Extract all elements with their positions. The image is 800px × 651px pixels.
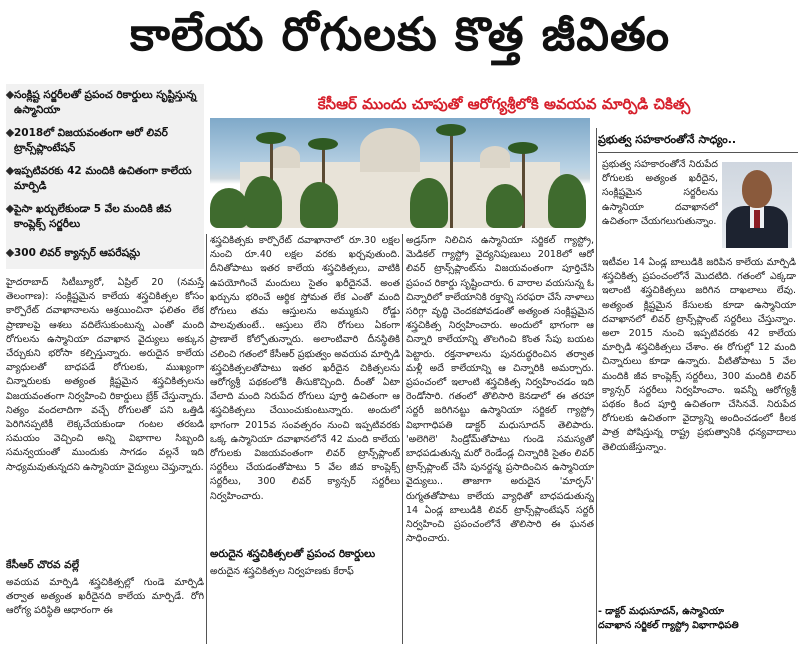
article-column-1-cont (6, 576, 204, 646)
doctor-portrait (722, 162, 792, 248)
column-divider (402, 234, 403, 644)
palm-frond (308, 138, 338, 150)
article-text: అడ్రస్‌గా నిలిచిన ఉస్మానియా సర్జికల్ గ్యాస్ట్రో, మెడికల్ గ్యాస్ట్రో వైద్యనిపుణులు 2018లో ఆరో లివర్ ట్రాన్స్‌ప్లాంట్‌ను విజయవంతంగా పూర్తిచేసి ప్రపంచ రికార్డు సృష్టించారు. 6 వారాల వయసున్న ఓ చిన్నారిలో కాలేయానికి రక్తాన్ని సరఫరా చేసే నాళాలు సరిగ్గా వృద్ధి చెందకపోవడంతో అత్యంత సంక్లిష్టమైన శస్త్రచికిత్స నిర్వహించారు. అందులో భాగంగా ఆ చిన్నారి కాలేయాన్ని తొలగించి కొంత సేపు బయట పెట్టారు. రక్తనాళాలను పునరుద్ధరించిన తర్వాత మళ్లీ అదే కాలేయాన్ని ఆ చిన్నారికి అమర్చారు. ప్రపంచంలో ఇలాంటి శస్త్రచికిత్స నిర్వహించడం ఇది రెండోసారి. గతంలో తొలిసారి కెనడాలో ఈ తరహా సర్జరీ జరిగినట్టు ఉస్మానియా సర్జికల్ గ్యాస్ట్రో విభాగాధిపతి డాక్టర్ మధుసూదన్ తెలిపారు. 'అలెగిలె' సిండ్రోమ్‌తోపాటు గుండె సమస్యతో బాధపడుతున్న మరో రెండేండ్ల చిన్నారికి సైతం లివర్ ట్రాన్స్‌ప్లాంట్ చేసి పునర్జన్మ ప్రసాదించిన ఉస్మానియా వైద్యులు.. తాజాగా అరుదైన 'మార్ఫస్' రుగ్మతతోపాటు కాలేయ వ్యాధితో బాధపడుతున్న 14 ఏండ్ల బాలుడికి లివర్ ట్రాన్స్‌ప్లాంటేషన్ సర్జరీ నిర్వహించి ప్రపంచంలోనే తొలిసారి ఈ ఘనత సాధించారు. (406, 235, 594, 545)
bullet-icon (6, 249, 14, 257)
tree-shape (210, 188, 248, 228)
highlight-item: 300 లివర్ క్యాన్సర్ ఆపరేషన్లు (14, 246, 200, 261)
article-column-1 (6, 276, 204, 552)
column-subhead: అరుదైన శస్త్రచికిత్సలతో ప్రపంచ రికార్డులు (210, 548, 376, 560)
tree-shape (548, 174, 586, 228)
tree-shape (410, 178, 448, 228)
bullet-icon (6, 129, 14, 137)
quote-text: ప్రభుత్వ సహకారంతోనే నిరుపేద రోగులకు అత్యంత ఖరీదైన, సంక్లిష్టమైన సర్జరీలను ఉస్మానియా దవాఖానలో ఉచితంగా చేయగలుగుతున్నాం. (602, 159, 718, 227)
highlight-item: సంక్లిష్ట సర్జరీలతో ప్రపంచ రికార్డులు సృష్టిస్తున్న ఉస్మానియా (14, 88, 200, 118)
subheadline: కేసీఆర్ ముందు చూపుతో ఆరోగ్యశ్రీలోకి అవయవ మార్పిడి చికిత్స (317, 95, 691, 113)
tree-shape (244, 176, 282, 228)
palm-frond (436, 124, 466, 136)
highlight-item: ఇప్పటివరకు 42 మందికి ఉచితంగా కాలేయ మార్పిడి (14, 164, 200, 194)
highlights-box (6, 84, 204, 269)
signature-line: - డాక్టర్ మధుసూదన్, ఉస్మానియా (598, 606, 724, 617)
signature-line: దవాఖాన సర్జికల్ గ్యాస్ట్రో విభాగాధిపతి (598, 620, 739, 631)
column-subhead: కేసీఆర్ చొరవ వల్లే (6, 559, 80, 571)
column-divider (206, 234, 207, 644)
dome-shape (480, 146, 510, 168)
hospital-photo (210, 118, 590, 228)
tree-shape (300, 182, 338, 228)
column-divider (596, 128, 597, 644)
article-column-2-cont (210, 565, 400, 645)
article-column-3 (406, 234, 594, 644)
bullet-icon (6, 91, 14, 99)
palm-frond (256, 132, 286, 144)
article-text: అవయవ మార్పిడి శస్త్రచికిత్సల్లో గుండె మార్పిడి తర్వాత అత్యంత ఖరీదైనది కాలేయ మార్పిడే. రోగి ఆరోగ్య పరిస్థితి ఆధారంగా ఈ (6, 577, 204, 617)
quote-text-wide (602, 256, 796, 602)
quote-heading: ప్రభుత్వ సహకారంతోనే సాధ్యం.. (598, 133, 737, 146)
highlight-item: 2018లో విజయవంతంగా ఆరో లివర్ ట్రాన్స్‌ప్లాంటేషన్ (14, 126, 200, 156)
headline: కాలేయ రోగులకు కొత్త జీవితం (129, 7, 671, 61)
dome-shape (360, 128, 420, 172)
tie-shape (754, 210, 760, 228)
dome-shape (270, 146, 300, 168)
article-text: అరుదైన శస్త్రచికిత్సల నిర్వహణకు కేరాఫ్ (210, 566, 354, 577)
heading-divider (598, 152, 798, 153)
palm-frond (508, 142, 538, 154)
article-column-2 (210, 234, 400, 542)
article-text: శస్త్రచికిత్సకు కార్పొరేట్ దవాఖానాలో రూ.30 లక్షల నుంచి రూ.40 లక్షల వరకు ఖర్చవుతుంది. దీనితోపాటు ఇతర కాలేయ శస్త్రచికిత్సలు, వాటికి ఉపయోగించే మందులు సైతం ఖరీదైనవే. అంత ఖర్చును భరించే ఆర్థిక స్తోమత లేక ఎంతో మంది రోగులు తమ ఆస్తులను అమ్ముకుని రోడ్డు పాలవుతుంటే.. ఆస్తులు లేని రోగులు ఏకంగా ప్రాణాలే కోల్పోతున్నారు. అలాంటివారి దీనస్థితికి చలించి గతంలో కేసీఆర్ ప్రభుత్వం అవయవ మార్పిడి శస్త్రచికిత్సలతోపాటు ఇతర ఖరీదైన చికిత్సలను ఆరోగ్యశ్రీ పథకంలోకి తీసుకొచ్చింది. దీంతో ఏటా వేలాది మంది నిరుపేద రోగులు పూర్తి ఉచితంగా ఆ శస్త్రచికిత్సలు చేయించుకుంటున్నారు. అందులో భాగంగా 2015వ సంవత్సరం నుంచి ఇప్పటివరకు ఒక్క ఉస్మానియా దవాఖానలోనే 42 మంది కాలేయ రోగులకు విజయవంతంగా లివర్ ట్రాన్స్‌ప్లాంట్ సర్జరీలు చేయడంతోపాటు 5 వేల జీవ కాంప్లెక్స్ సర్జరీలు, 300 లివర్ క్యాన్సర్ సర్జరీలు నిర్వహించారు. (210, 235, 400, 502)
quote-text-narrow (602, 158, 718, 254)
bullet-icon (6, 167, 14, 175)
article-text: హైదరాబాద్ సిటీబ్యూరో, ఏప్రిల్ 20 (నమస్తే తెలంగాణ): సంక్లిష్టమైన కాలేయ శస్త్రచికిత్సల కోసం కార్పొరేట్ దవాఖానాలను ఆశ్రయించినా ఫలితం లేక ప్రాణాలపై ఆశలు వదిలేసుకుంటున్న ఎంతో మంది రోగులను ఉస్మానియా దవాఖాన వైద్యులు అక్కున చేర్చుకుని భరోసా కల్పిస్తున్నారు. అరుదైన కాలేయ వ్యాధులతో బాధపడే రోగులకు, ముఖ్యంగా చిన్నారులకు అత్యంత క్లిష్టమైన శస్త్రచికిత్సలను విజయవంతంగా నిర్వహించి రికార్డులు బ్రేక్ చేస్తున్నారు. నిత్యం వందలాదిగా వచ్చే రోగులతో పని ఒత్తిడి పెరిగినప్పటికీ లెక్కచేయకుండా గంటల తరబడి సమయం వెచ్చించి అన్ని విభాగాల సిబ్బంది సమన్వయంతో ముందుకు సాగడం వల్లనే ఇది సాధ్యమవుతున్నదని ఉస్మానియా వైద్యులు చెప్తున్నారు. (6, 277, 204, 473)
quote-text: ఇటీవల 14 ఏండ్ల బాలుడికి జరిపిన కాలేయ మార్పిడి శస్త్రచికిత్స ప్రపంచంలోనే మొదటిది. గతంలో ఎక్కడా ఇలాంటి శస్త్రచికిత్సలు జరిగిన దాఖలాలు లేవు. అత్యంత క్లిష్టమైన కేసులకు కూడా ఉస్మానియా దవాఖానలో లివర్ ట్రాన్స్‌ప్లాంట్ సర్జరీలు చేస్తున్నాం. అలా 2015 నుంచి ఇప్పటివరకు 42 కాలేయ మార్పిడి శస్త్రచికిత్సలు చేశాం. ఈ రోగుల్లో 12 మంది చిన్నారులు కూడా ఉన్నారు. వీటితోపాటు 5 వేల మందికి జీవ కాంప్లెక్స్ సర్జరీలు, 300 మందికి లివర్ క్యాన్సర్ సర్జరీలు నిర్వహించాం. ఇవన్నీ ఆరోగ్యశ్రీ పథకం కింద పూర్తి ఉచితంగా చేసినవే. నిరుపేద రోగులకు ఉచితంగా వైద్యాన్ని అందించడంలో కీలక పాత్ర పోషిస్తున్న రాష్ట్ర ప్రభుత్వానికి ధన్యవాదాలు తెలియజేస్తున్నాం. (602, 257, 796, 453)
tree-shape (486, 184, 524, 228)
quote-signature (598, 605, 798, 633)
bullet-icon (6, 205, 14, 213)
palm-trunk (450, 130, 453, 228)
quote-box (598, 128, 798, 638)
face-shape (742, 170, 772, 208)
highlight-item: పైసా ఖర్చులేకుండా 5 వేల మందికి జీవ కాంప్లెక్స్ సర్జరీలు (14, 202, 200, 232)
